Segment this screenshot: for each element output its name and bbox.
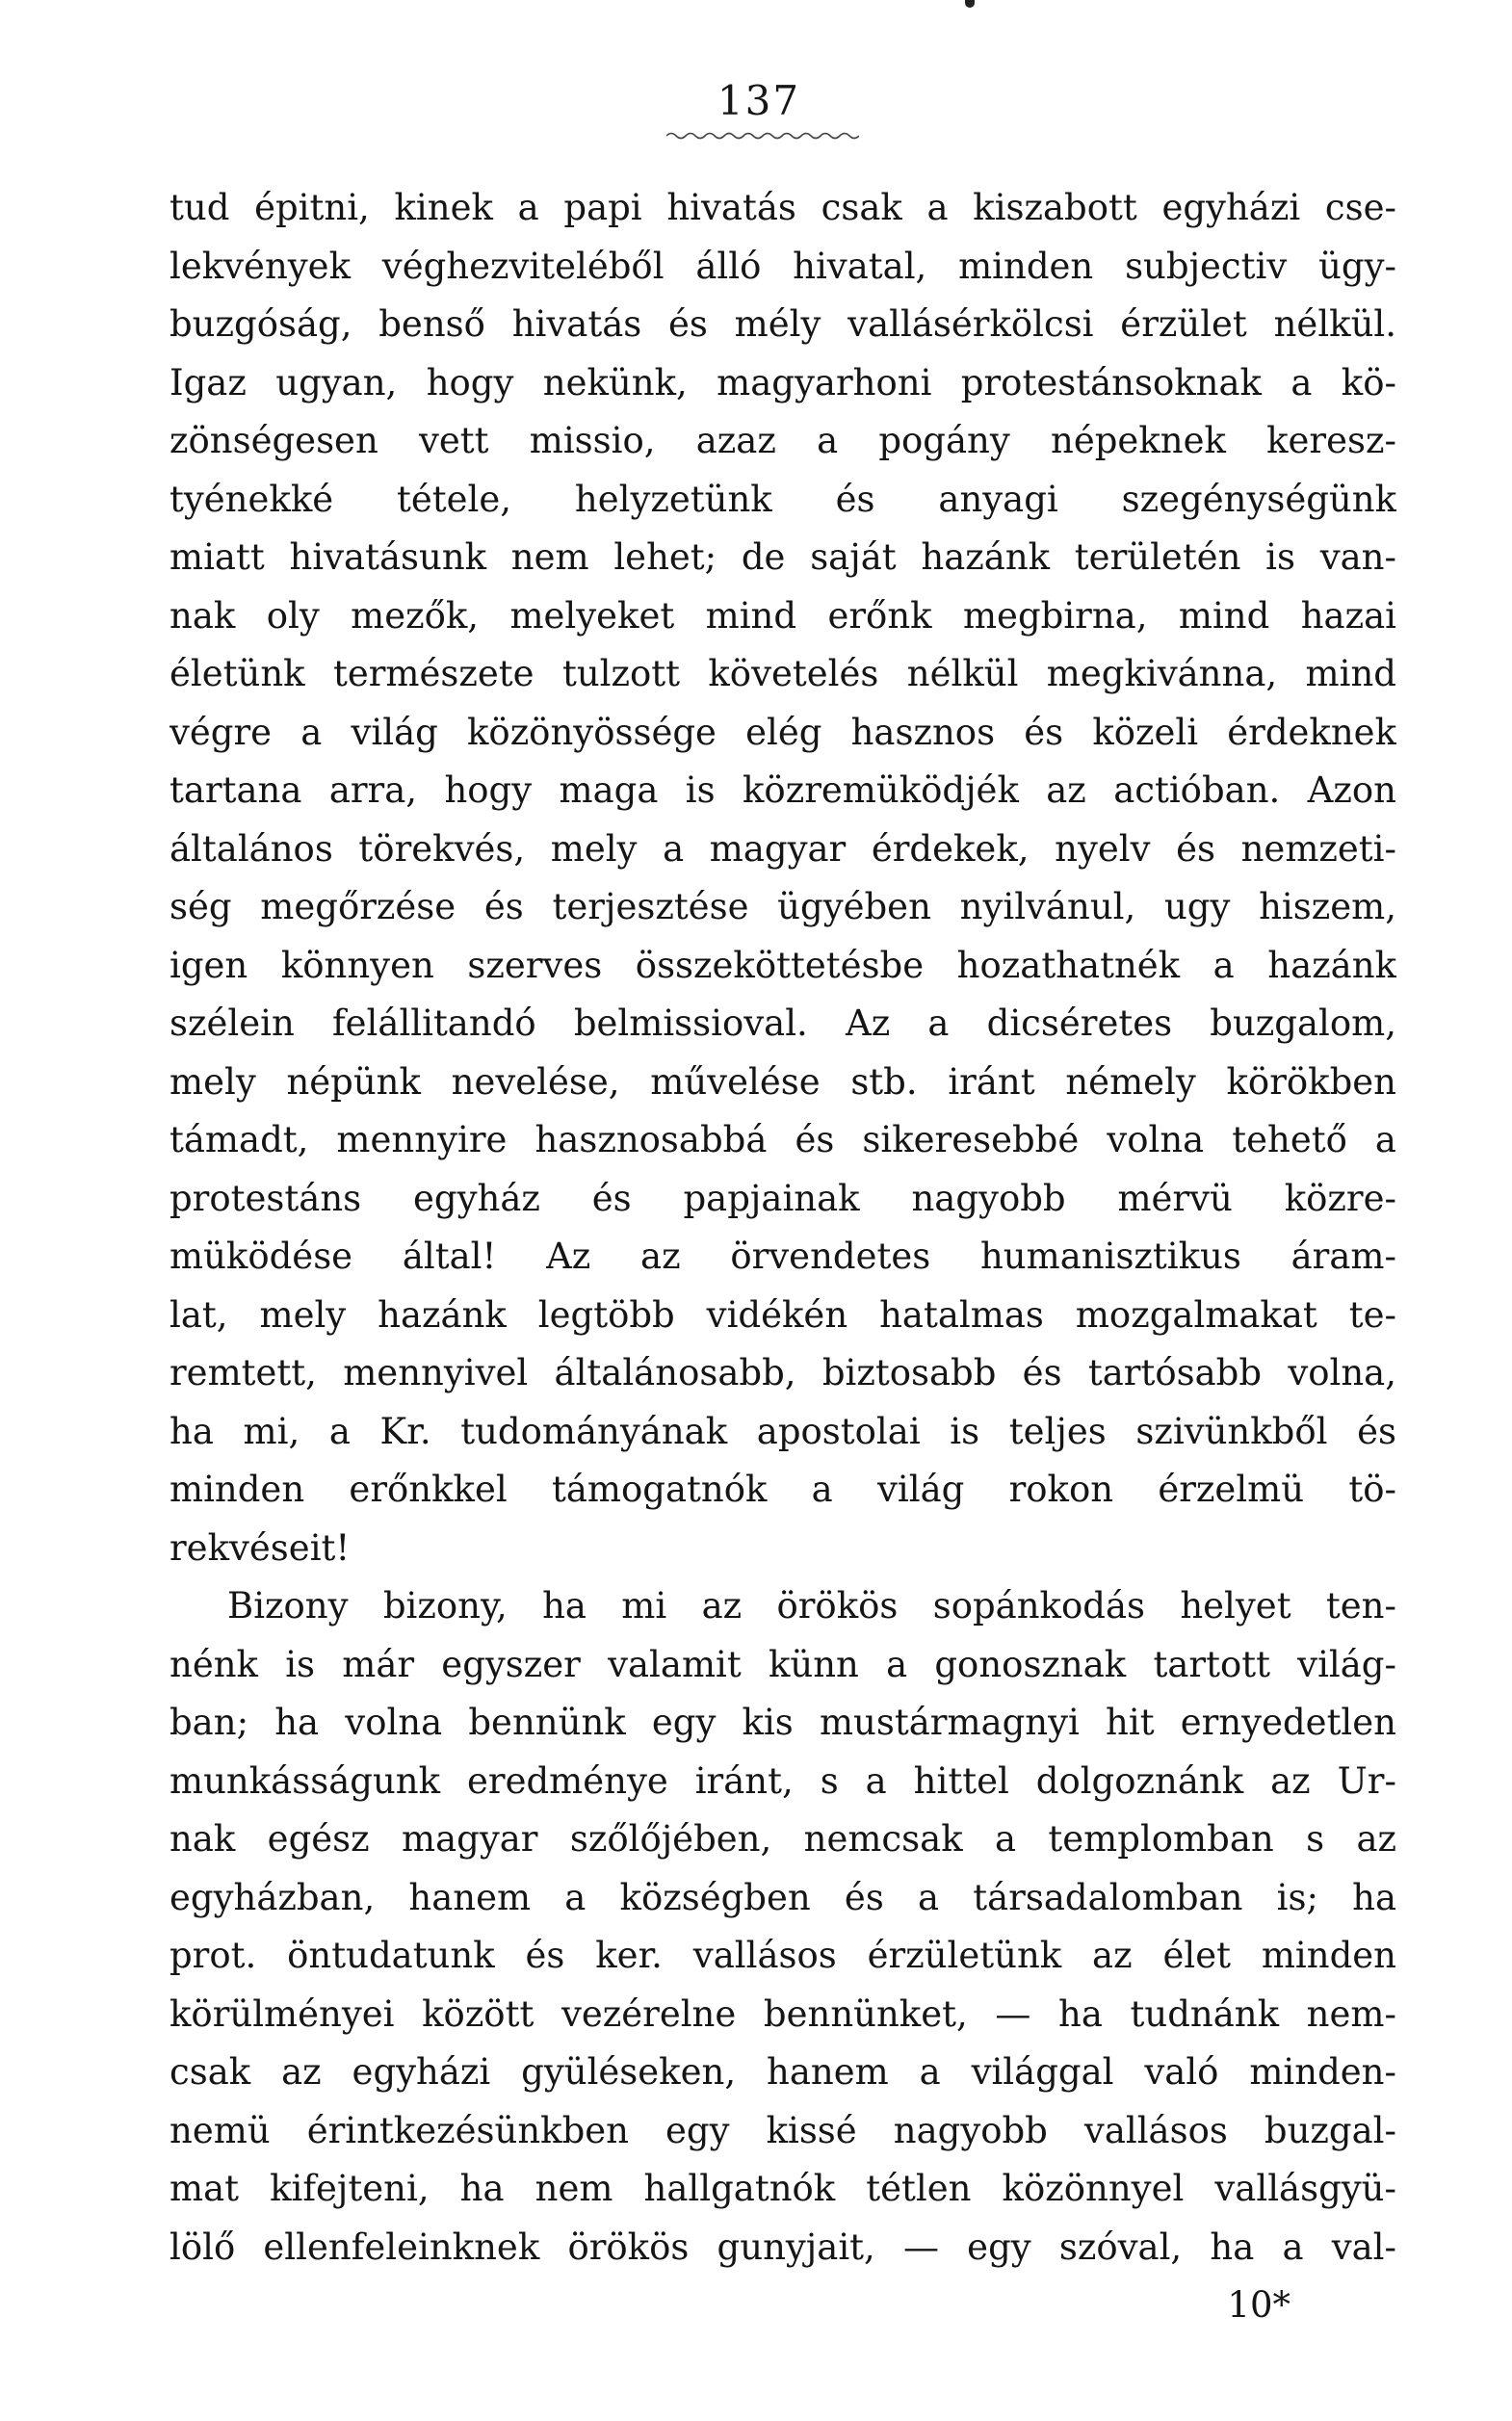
text-line: munkásságunk eredménye iránt, s a hittel dolgoznánk az Ur- <box>169 1759 1396 1802</box>
paragraph-1 <box>169 179 1396 1577</box>
text-line: buzgóság, benső hivatás és mély vallásérkölcsi érzület nélkül. <box>169 303 1396 345</box>
body-text <box>169 179 1396 2335</box>
text-line: remtett, mennyivel általánosabb, biztosabb és tartósabb volna, <box>169 1352 1396 1393</box>
text-line: minden erőnkkel támogatnók a világ rokon érzelmü tö- <box>169 1469 1396 1510</box>
text-line: ség megőrzése és terjesztése ügyében nyilvánul, ugy hiszem, <box>169 886 1396 927</box>
text-line: Bizony bizony, ha mi az örökös sopánkodás helyet ten- <box>227 1585 1396 1627</box>
text-line: zönségesen vett missio, azaz a pogány népeknek keresz- <box>169 420 1396 461</box>
text-line: nénk is már egyszer valamit künn a gonosznak tartott világ- <box>169 1643 1396 1685</box>
paragraph-2 <box>169 1577 1396 2277</box>
text-line: Igaz ugyan, hogy nekünk, magyarhoni protestánsoknak a kö- <box>169 361 1396 404</box>
printer-signature-mark: 10* <box>1227 2284 1290 2326</box>
text-line: igen könnyen szerves összeköttetésbe hozathatnék a hazánk <box>169 944 1396 986</box>
text-line: protestáns egyház és papjainak nagyobb mérvü közre- <box>169 1177 1396 1219</box>
text-line: rekvéseit! <box>169 1526 351 1569</box>
text-line: lat, mely hazánk legtöbb vidékén hatalmas mozgalmakat te- <box>169 1293 1396 1336</box>
text-line: ha mi, a Kr. tudományának apostolai is teljes szivünkből és <box>169 1410 1396 1452</box>
text-line: körülményei között vezérelne bennünket, — ha tudnánk nem- <box>169 1992 1396 2035</box>
text-line: mat kifejteni, ha nem hallgatnók tétlen közönnyel vallásgyü- <box>169 2168 1396 2209</box>
text-line: szélein felállitandó belmissioval. Az a dicséretes buzgalom, <box>169 1002 1396 1044</box>
text-line: végre a világ közönyössége elég hasznos és közeli érdeknek <box>169 711 1396 753</box>
text-line: egyházban, hanem a községben és a társadalomban is; ha <box>169 1876 1396 1918</box>
text-line: miatt hivatásunk nem lehet; de saját hazánk területén is van- <box>169 536 1396 578</box>
text-line: tartana arra, hogy maga is közremüködjék az actióban. Azon <box>169 769 1396 811</box>
text-line: lölő ellenfeleinknek örökös gunyjait, — egy szóval, ha a val- <box>169 2226 1396 2268</box>
text-line: életünk természete tulzott követelés nélkül megkivánna, mind <box>169 653 1396 694</box>
text-line: nak oly mezők, melyeket mind erőnk megbirna, mind hazai <box>169 594 1396 637</box>
text-line: müködése által! Az az örvendetes humanisztikus áram- <box>169 1236 1396 1277</box>
text-line: nak egész magyar szőlőjében, nemcsak a templomban s az <box>169 1818 1396 1860</box>
text-line: ban; ha volna bennünk egy kis mustármagnyi hit ernyedetlen <box>169 1702 1396 1743</box>
decorative-wavy-rule <box>666 131 859 141</box>
text-line: mely népünk nevelése, művelése stb. iránt némely körökben <box>169 1060 1396 1103</box>
text-line: tyénekké tétele, helyzetünk és anyagi szegénységünk <box>169 478 1396 520</box>
text-line: általános törekvés, mely a magyar érdekek, nyelv és nemzeti- <box>169 827 1396 870</box>
text-line: csak az egyházi gyüléseken, hanem a világgal való minden- <box>169 2051 1396 2093</box>
page-number: 137 <box>717 77 801 124</box>
top-edge-mark <box>965 0 975 8</box>
text-line: nemü érintkezésünkben egy kissé nagyobb vallásos buzgal- <box>169 2109 1396 2151</box>
text-line: lekvények véghezviteléből álló hivatal, minden subjectiv ügy- <box>169 245 1396 287</box>
text-line: prot. öntudatunk és ker. vallásos érzületünk az élet minden <box>169 1935 1396 1976</box>
text-line: tud épitni, kinek a papi hivatás csak a kiszabott egyházi cse- <box>169 187 1396 228</box>
text-line: támadt, mennyire hasznosabbá és sikeresebbé volna tehető a <box>169 1119 1396 1160</box>
